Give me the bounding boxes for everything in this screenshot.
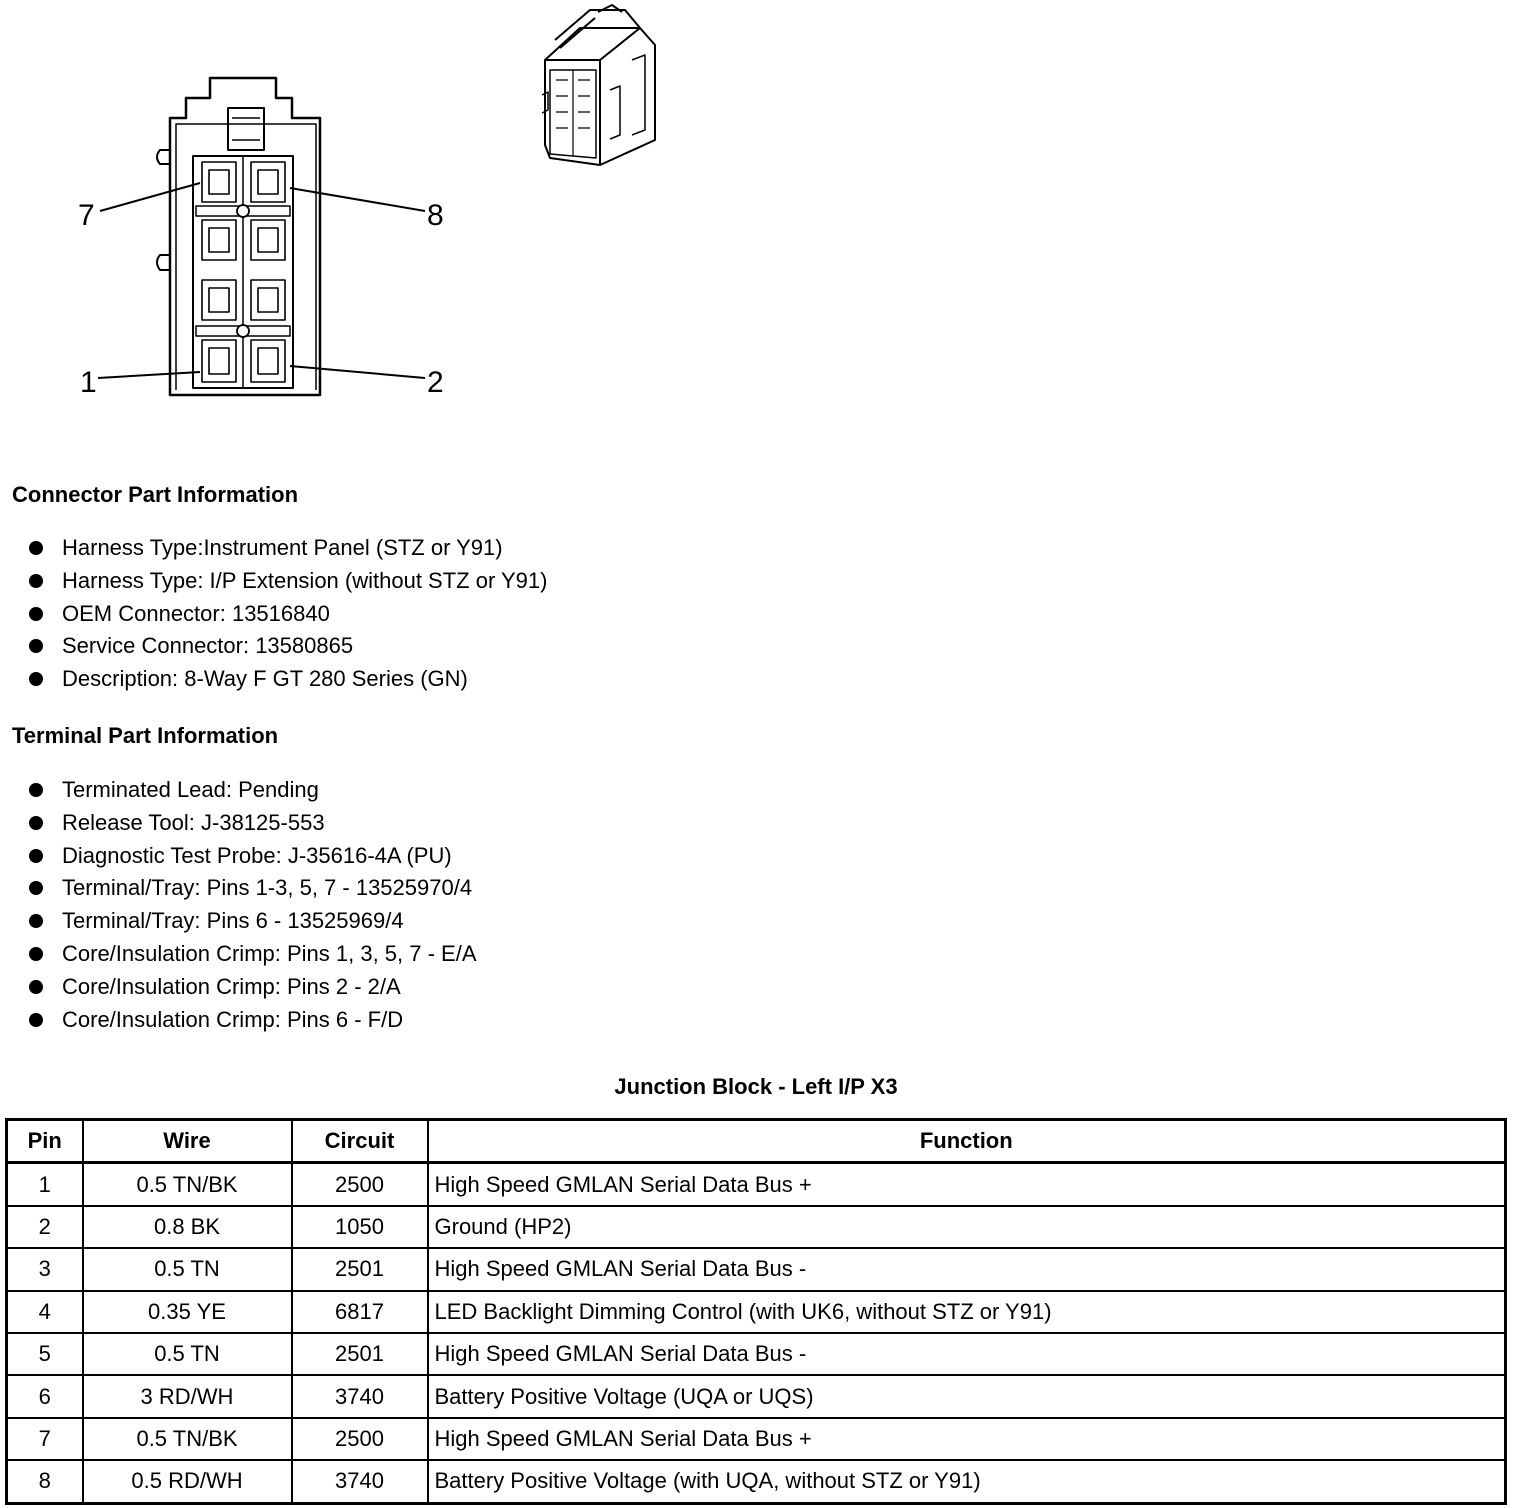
cell-pin: 6 (7, 1375, 83, 1417)
cell-circuit: 2501 (292, 1248, 428, 1290)
table-row (7, 1375, 1506, 1417)
header-circuit: Circuit (292, 1120, 428, 1163)
cell-function: Battery Positive Voltage (with UQA, without STZ or Y91) (428, 1460, 1506, 1503)
cell-circuit: 6817 (292, 1291, 428, 1333)
cell-function: Ground (HP2) (428, 1206, 1506, 1248)
connector-info-heading: Connector Part Information (12, 482, 299, 507)
header-function: Function (428, 1120, 1506, 1163)
header-pin: Pin (7, 1120, 83, 1163)
cell-wire: 0.5 TN (83, 1248, 292, 1290)
table-row (7, 1291, 1506, 1333)
cell-wire: 0.5 TN/BK (83, 1163, 292, 1206)
table-row (7, 1460, 1506, 1503)
table-header-row (7, 1120, 1506, 1163)
list-item: Terminated Lead: Pending (28, 774, 477, 807)
table-row (7, 1163, 1506, 1206)
list-item: Terminal/Tray: Pins 1-3, 5, 7 - 13525970/4 (28, 872, 477, 905)
cell-pin: 5 (7, 1333, 83, 1375)
terminal-info-list (28, 774, 477, 1036)
list-item: Diagnostic Test Probe: J-35616-4A (PU) (28, 840, 477, 873)
cell-wire: 0.5 TN/BK (83, 1418, 292, 1460)
table-row (7, 1418, 1506, 1460)
cell-circuit: 2500 (292, 1418, 428, 1460)
cell-pin: 7 (7, 1418, 83, 1460)
header-wire: Wire (83, 1120, 292, 1163)
table-row (7, 1333, 1506, 1375)
table-title: Junction Block - Left I/P X3 (614, 1074, 898, 1099)
cell-wire: 0.8 BK (83, 1206, 292, 1248)
cell-circuit: 2500 (292, 1163, 428, 1206)
cell-wire: 0.35 YE (83, 1291, 292, 1333)
list-item: Harness Type: I/P Extension (without STZ or Y91) (28, 565, 547, 598)
cell-circuit: 3740 (292, 1460, 428, 1503)
cell-wire: 0.5 TN (83, 1333, 292, 1375)
list-item: Terminal/Tray: Pins 6 - 13525969/4 (28, 905, 477, 938)
table-row (7, 1206, 1506, 1248)
list-item: Service Connector: 13580865 (28, 630, 547, 663)
table-row (7, 1248, 1506, 1290)
cell-function: Battery Positive Voltage (UQA or UQS) (428, 1375, 1506, 1417)
cell-function: LED Backlight Dimming Control (with UK6, without STZ or Y91) (428, 1291, 1506, 1333)
list-item: Core/Insulation Crimp: Pins 1, 3, 5, 7 - E/A (28, 938, 477, 971)
cell-pin: 3 (7, 1248, 83, 1290)
cell-function: High Speed GMLAN Serial Data Bus - (428, 1333, 1506, 1375)
pin-label-2: 2 (427, 366, 444, 399)
cell-pin: 1 (7, 1163, 83, 1206)
connector-info-list (28, 532, 547, 696)
cell-pin: 4 (7, 1291, 83, 1333)
terminal-info-heading: Terminal Part Information (12, 723, 279, 748)
cell-pin: 2 (7, 1206, 83, 1248)
pin-label-8: 8 (427, 199, 444, 232)
connector-isometric-icon (542, 5, 655, 165)
cell-function: High Speed GMLAN Serial Data Bus + (428, 1163, 1506, 1206)
list-item: OEM Connector: 13516840 (28, 598, 547, 631)
cell-circuit: 1050 (292, 1206, 428, 1248)
cell-function: High Speed GMLAN Serial Data Bus + (428, 1418, 1506, 1460)
pin-label-7: 7 (78, 199, 95, 232)
cell-circuit: 3740 (292, 1375, 428, 1417)
list-item: Description: 8-Way F GT 280 Series (GN) (28, 663, 547, 696)
pin-label-1: 1 (80, 366, 97, 399)
cell-function: High Speed GMLAN Serial Data Bus - (428, 1248, 1506, 1290)
cell-wire: 0.5 RD/WH (83, 1460, 292, 1503)
cell-pin: 8 (7, 1460, 83, 1503)
connector-diagram (0, 0, 700, 420)
list-item: Harness Type:Instrument Panel (STZ or Y91) (28, 532, 547, 565)
list-item: Core/Insulation Crimp: Pins 6 - F/D (28, 1004, 477, 1037)
list-item: Core/Insulation Crimp: Pins 2 - 2/A (28, 971, 477, 1004)
cell-wire: 3 RD/WH (83, 1375, 292, 1417)
list-item: Release Tool: J-38125-553 (28, 807, 477, 840)
pinout-table (5, 1118, 1507, 1505)
cell-circuit: 2501 (292, 1333, 428, 1375)
